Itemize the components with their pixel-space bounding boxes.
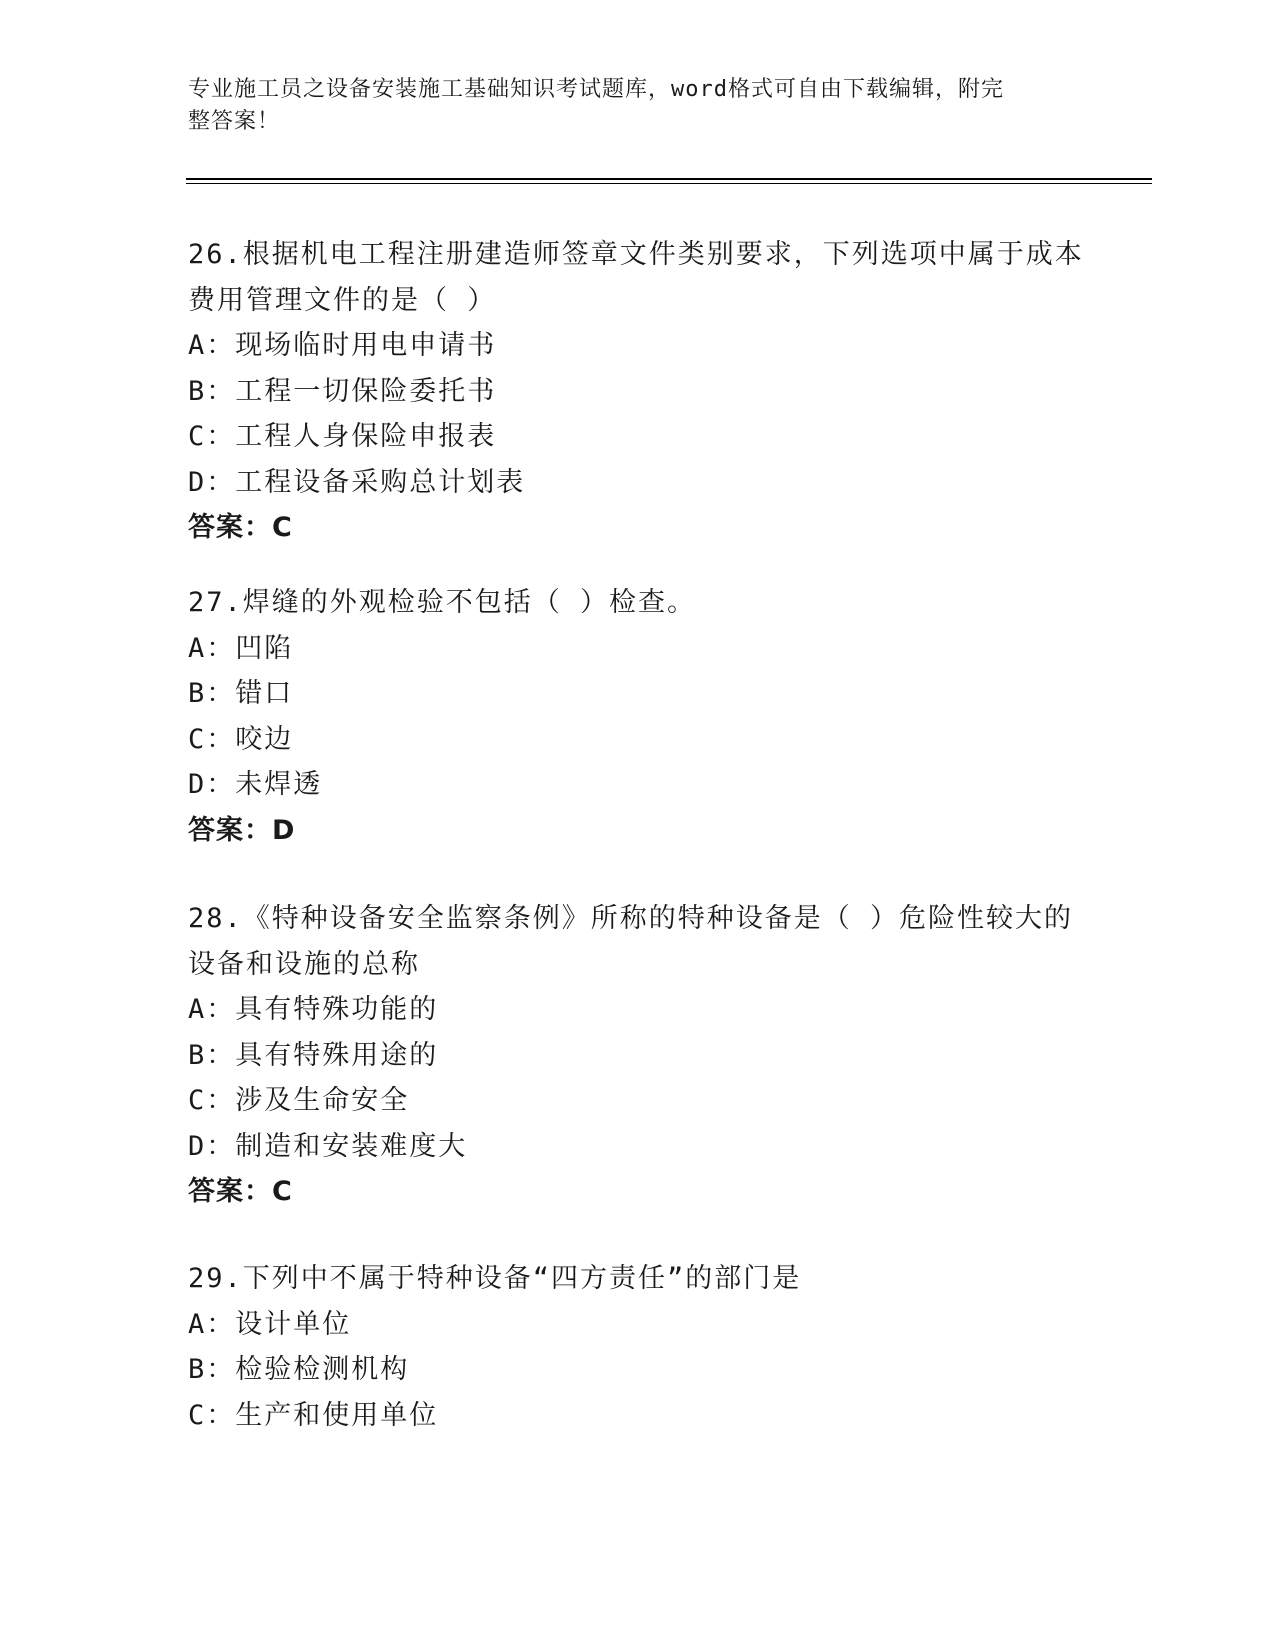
option-c: C：生产和使用单位	[188, 1399, 439, 1431]
answer-label: 答案：D	[188, 814, 296, 846]
question-stem-line: 设备和设施的总称	[188, 948, 420, 980]
header-divider-thick	[186, 178, 1152, 180]
option-d: D：工程设备采购总计划表	[188, 466, 526, 498]
option-d: D：未焊透	[188, 769, 323, 800]
question-28	[188, 896, 1088, 1215]
question-29	[188, 1256, 1088, 1438]
option-b: B：错口	[188, 678, 294, 709]
question-stem-line: 27.焊缝的外观检验不包括（ ）检查。	[188, 587, 697, 618]
option-c: C：咬边	[188, 723, 294, 755]
question-stem-line: 费用管理文件的是（ ）	[188, 284, 497, 316]
option-a: A：具有特殊功能的	[188, 994, 439, 1025]
question-stem-line: 28.《特种设备安全监察条例》所称的特种设备是（ ）危险性较大的	[188, 903, 1074, 934]
answer-label: 答案：C	[188, 512, 293, 543]
option-b: B：具有特殊用途的	[188, 1039, 439, 1071]
option-b: B：工程一切保险委托书	[188, 375, 497, 407]
option-a: A：凹陷	[188, 632, 294, 664]
question-26	[188, 232, 1088, 551]
option-c: C：涉及生命安全	[188, 1085, 410, 1116]
option-b: B：检验检测机构	[188, 1354, 410, 1385]
option-d: D：制造和安装难度大	[188, 1130, 468, 1162]
question-stem-line: 29.下列中不属于特种设备“四方责任”的部门是	[188, 1263, 802, 1294]
option-a: A：设计单位	[188, 1308, 352, 1340]
header-line-2: 整答案！	[188, 109, 281, 134]
option-c: C：工程人身保险申报表	[188, 421, 497, 452]
header-line-1: 专业施工员之设备安装施工基础知识考试题库，word格式可自由下载编辑，附完	[188, 77, 1004, 102]
option-a: A：现场临时用电申请书	[188, 330, 497, 361]
header-divider-thin	[186, 183, 1152, 184]
question-stem-line: 26.根据机电工程注册建造师签章文件类别要求，下列选项中属于成本	[188, 239, 1084, 270]
question-27	[188, 580, 1088, 853]
answer-label: 答案：C	[188, 1176, 293, 1207]
document-header	[188, 74, 1068, 138]
